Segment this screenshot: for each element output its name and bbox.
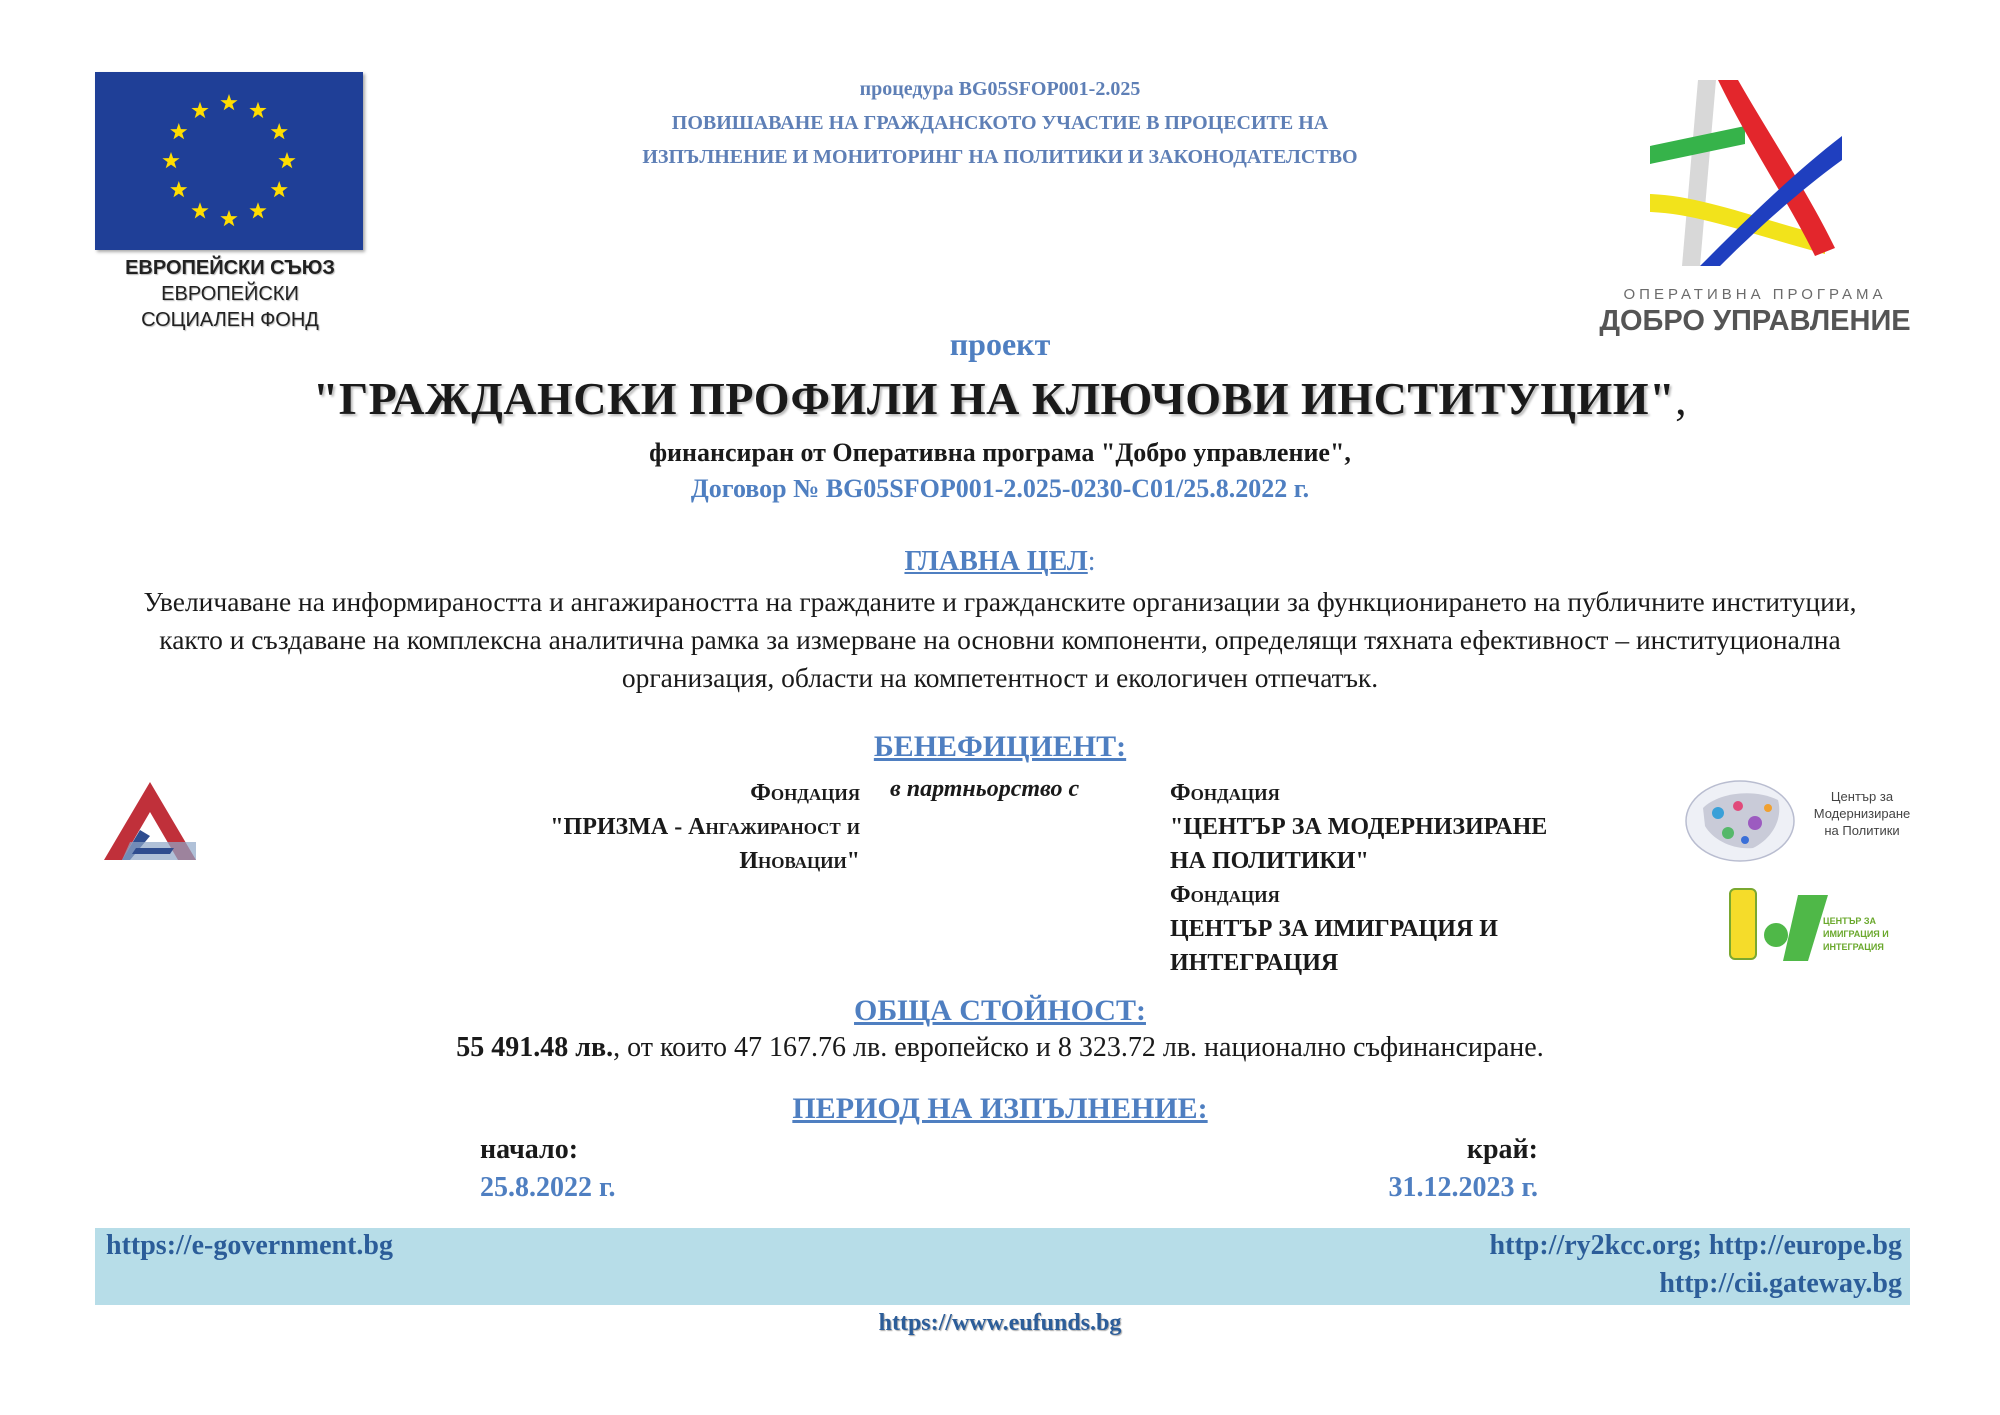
period-heading: ПЕРИОД НА ИЗПЪЛНЕНИЕ:	[792, 1092, 1208, 1125]
goal-text: Увеличаване на информираността и ангажираността на гражданите и гражданските организации за функционирането на публичните институции, както и създаване на комплексна аналитична рамка за измерване на основни компоненти, определящи тяхната ефективност – институционална организация, области на компетентност и екологичен отпечатък.	[143, 586, 1857, 693]
partner-links[interactable]: http://ry2kcc.org; http://europe.bg	[1489, 1230, 1902, 1261]
partner-line2: "ЦЕНТЪР ЗА МОДЕРНИЗИРАНЕ	[1170, 814, 1548, 840]
period-start-label: начало:	[480, 1134, 579, 1165]
op-caption-line1: ОПЕРАТИВНА ПРОГРАМА	[1623, 286, 1887, 303]
cii-logo	[1728, 885, 1908, 965]
cmp-logo-line3: на Политики	[1824, 823, 1900, 838]
eu-star-icon	[249, 102, 266, 118]
eu-star-icon	[271, 181, 288, 197]
period-end-value: 31.12.2023 г.	[1388, 1172, 1538, 1203]
beneficiary-left-line3: Иновации"	[739, 848, 860, 874]
cii-logo-line3: ИНТЕГРАЦИЯ	[1823, 942, 1884, 952]
eu-star-icon	[191, 202, 208, 218]
financed-by: финансиран от Оперативна програма "Добро управление",	[649, 438, 1351, 467]
eu-star-icon	[170, 181, 187, 197]
op-good-governance-logo	[1610, 76, 1850, 276]
period-end-label: край:	[1466, 1134, 1538, 1165]
eu-star-icon	[249, 202, 266, 218]
cii-logo-line2: ИМИГРАЦИЯ И	[1823, 929, 1889, 939]
beneficiary-heading: БЕНЕФИЦИЕНТ:	[873, 730, 1127, 763]
partnership-label: в партньорство с	[890, 776, 1080, 802]
period-start-value: 25.8.2022 г.	[480, 1172, 616, 1203]
op-caption-line2: ДОБРО УПРАВЛЕНИЕ	[1599, 305, 1911, 337]
prizma-triangle-icon	[100, 778, 200, 866]
eufunds-link[interactable]: https://www.eufunds.bg	[878, 1310, 1122, 1336]
total-heading: ОБЩА СТОЙНОСТ:	[854, 994, 1146, 1027]
eu-caption-line3: СОЦИАЛЕН ФОНД	[141, 309, 319, 331]
eu-stars-icon	[95, 72, 363, 250]
prizma-logo	[100, 778, 200, 866]
procedure-code: процедура BG05SFOP001-2.025	[859, 78, 1141, 100]
eu-star-icon	[220, 210, 237, 226]
contract-number: Договор № BG05SFOP001-2.025-0230-C01/25.8.2022 г.	[690, 474, 1310, 503]
goal-heading-colon: :	[1087, 546, 1096, 577]
project-title	[0, 372, 2000, 425]
project-title-text: "ГРАЖДАНСКИ ПРОФИЛИ НА КЛЮЧОВИ ИНСТИТУЦИИ"	[312, 373, 1676, 424]
partner-line5: ЦЕНТЪР ЗА ИМИГРАЦИЯ И	[1170, 916, 1498, 942]
cii-link[interactable]: http://cii.gateway.bg	[1659, 1268, 1902, 1299]
project-title-suffix: ,	[1675, 373, 1688, 424]
procedure-header	[500, 72, 1500, 174]
beneficiary-left-line1: Фондация	[750, 780, 860, 806]
total-value	[0, 1032, 2000, 1064]
partner-line1: Фондация	[1170, 780, 1280, 806]
beneficiary-partners	[1170, 776, 1670, 980]
op-ribbons-icon	[1610, 76, 1850, 276]
egov-link[interactable]: https://e-government.bg	[106, 1230, 393, 1261]
eu-star-icon	[220, 94, 237, 110]
beneficiary-prizma	[380, 776, 860, 878]
procedure-title-line1: ПОВИШАВАНЕ НА ГРАЖДАНСКОТО УЧАСТИЕ В ПРОЦЕСИТЕ НА	[671, 112, 1329, 134]
project-label: проект	[949, 326, 1051, 362]
procedure-title-line2: ИЗПЪЛНЕНИЕ И МОНИТОРИНГ НА ПОЛИТИКИ И ЗАКОНОДАТЕЛСТВО	[642, 146, 1358, 168]
cmp-logo-line1: Център за	[1830, 789, 1894, 804]
eu-star-icon	[170, 123, 187, 139]
total-breakdown: , от които 47 167.76 лв. европейско и 8 323.72 лв. национално съфинансиране.	[613, 1032, 1544, 1063]
eu-star-icon	[271, 123, 288, 139]
goal-heading	[0, 546, 2000, 578]
eu-star-icon	[191, 102, 208, 118]
cmp-logo	[1683, 778, 1923, 864]
cii-logo-line1: ЦЕНТЪР ЗА	[1823, 916, 1877, 926]
partner-line6: ИНТЕГРАЦИЯ	[1170, 950, 1339, 976]
eu-star-icon	[162, 152, 179, 168]
eu-star-icon	[278, 152, 295, 168]
goal-heading-text: ГЛАВНА ЦЕЛ	[904, 546, 1088, 577]
partner-line4: Фондация	[1170, 882, 1280, 908]
eu-flag-logo	[95, 72, 363, 250]
eu-caption-line1: ЕВРОПЕЙСКИ СЪЮЗ	[125, 257, 335, 279]
partner-line3: НА ПОЛИТИКИ"	[1170, 848, 1369, 874]
eu-caption	[60, 255, 400, 333]
total-amount: 55 491.48 лв.	[456, 1032, 614, 1063]
beneficiary-left-line2: "ПРИЗМА - Ангажираност и	[550, 814, 860, 840]
eu-caption-line2: ЕВРОПЕЙСКИ	[161, 283, 299, 305]
cmp-logo-line2: Модернизиране	[1813, 806, 1911, 821]
